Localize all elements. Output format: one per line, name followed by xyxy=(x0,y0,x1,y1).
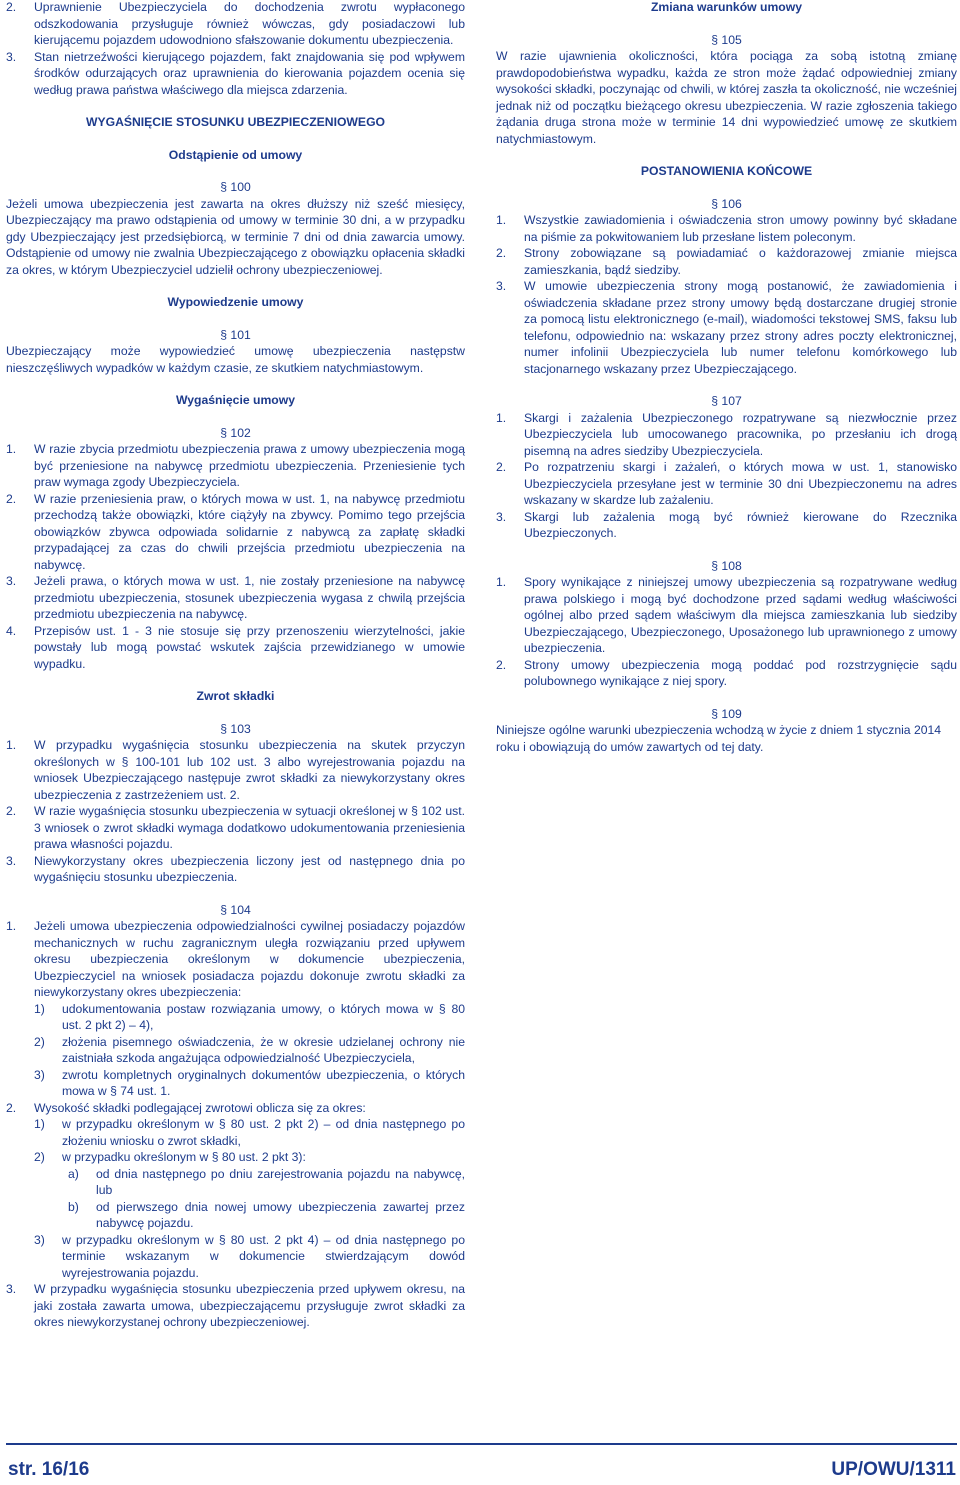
item-number: 1. xyxy=(496,213,507,227)
list-item xyxy=(6,49,465,99)
item-number: 2. xyxy=(6,0,17,14)
right-column xyxy=(496,0,957,755)
item-text: Stan nietrzeźwości kierującego pojazdem, fakt znajdowania się pod wpływem środków odurzających oraz uprawnienia do kierowania pojazdem ocenia się według prawa państwa właściwego dla miejsca zdarzenia. xyxy=(34,49,465,97)
sub-list-item xyxy=(6,1034,465,1067)
section-number: § 109 xyxy=(711,706,742,721)
item-number: 3. xyxy=(6,49,17,64)
item-text: udokumentowania postaw rozwiązania umowy, o których mowa w § 80 ust. 2 pkt 2) – 4), xyxy=(62,1001,465,1032)
item-text: Strony umowy ubezpieczenia mogą poddać pod rozstrzygnięcie sądu polubownego wynikające z niej spory. xyxy=(524,657,957,688)
list-item xyxy=(496,657,957,690)
document-code: UP/OWU/1311 xyxy=(831,1459,956,1480)
left-column xyxy=(6,0,465,1331)
sub-list-item xyxy=(6,1001,465,1034)
list-item xyxy=(6,491,465,574)
list-item xyxy=(6,0,465,49)
list-item xyxy=(496,574,957,657)
list-item xyxy=(496,245,957,278)
item-text: w przypadku określonym w § 80 ust. 2 pkt 3): xyxy=(62,1150,306,1164)
list-item xyxy=(6,441,465,491)
item-number: 1) xyxy=(34,1117,45,1131)
item-number: 1. xyxy=(496,410,507,425)
item-text: Strony zobowiązane są powiadamiać o każdorazowej zmianie miejsca zamieszkania, bądź siedziby. xyxy=(524,246,957,277)
item-number: a) xyxy=(68,1166,79,1181)
item-text: W umowie ubezpieczenia strony mogą postanowić, że zawiadomienia i oświadczenia składane przez strony umowy będą dostarczane drugiej stronie za pomocą listu elektronicznego (e-mail), wiadomości tekstowej SMS, faksu lub telefonu, odpowiednio na: wskazany przez strony adres poczty elektronicznej, numer infolinii Ubezpieczyciela lub numer telefonu komórkowego lub stacjonarnego wskazany przez Ubezpieczającego. xyxy=(524,279,957,376)
list-item xyxy=(496,278,957,377)
section-number: § 104 xyxy=(220,902,251,917)
section-number: § 103 xyxy=(220,721,251,736)
section-number: § 100 xyxy=(220,180,251,194)
item-number: 2. xyxy=(496,460,507,474)
item-text: Po rozpatrzeniu skargi i zażaleń, o których mowa w ust. 1, stanowisko Ubezpieczyciela przesyłane jest w terminie 30 dni Ubezpieczonemu na adres wskazany w skardze lub zażaleniu. xyxy=(524,460,957,507)
item-text: od pierwszego dnia nowej umowy ubezpieczenia zawartej przez nabywcę pojazdu. xyxy=(96,1199,465,1230)
section-number: § 102 xyxy=(220,425,251,440)
item-text: W razie przeniesienia praw, o których mowa w ust. 1, na nabywcę przedmiotu przechodzą także obowiązki, które ciążyły na zbywcy. Pomimo tego przejścia obowiązków zbywca odpowiada solidarnie z nabywcą za zapłatę składki przypadającej za czas do chwili przejścia przedmiotu ubezpieczenia na nabywcę. xyxy=(34,491,465,572)
page-number: str. 16/16 xyxy=(8,1459,90,1480)
item-number: 3) xyxy=(34,1067,45,1082)
list-item xyxy=(6,573,465,623)
item-text: Skargi lub zażalenia mogą być również kierowane do Rzecznika Ubezpieczonych. xyxy=(524,509,957,540)
sub-sub-list-item xyxy=(6,1166,465,1199)
item-text: Wysokość składki podlegającej zwrotowi oblicza się za okres: xyxy=(34,1100,366,1115)
list-item xyxy=(496,212,957,245)
list-item xyxy=(496,410,957,460)
section-heading: Odstąpienie od umowy xyxy=(168,147,303,162)
list-item xyxy=(6,623,465,673)
item-number: 2. xyxy=(496,246,507,260)
list-item xyxy=(6,918,465,1001)
section-number: § 107 xyxy=(711,394,742,408)
item-text: Skargi i zażalenia Ubezpieczonego rozpatrywane są niezwłocznie przez Ubezpieczyciela lub umocowanego pracownika, po przesłaniu ich drogą pisemną na adres siedziby Ubezpieczyciela. xyxy=(524,410,957,458)
item-number: 1. xyxy=(6,738,17,752)
chapter-title: POSTANOWIENIA KOŃCOWE xyxy=(640,164,813,178)
item-text: Jeżeli prawa, o których mowa w ust. 1, nie zostały przeniesione na nabywcę przedmiotu ubezpieczenia, stosunek ubezpieczenia wygasa z chwilą przejścia przedmiotu ubezpieczenia na nabywcę. xyxy=(34,574,465,621)
sub-list-item xyxy=(6,1116,465,1149)
section-heading: Zwrot składki xyxy=(196,689,275,703)
list-item xyxy=(6,1100,465,1117)
item-text: w przypadku określonym w § 80 ust. 2 pkt 4) – od dnia następnego po terminie wskazanym w dokumencie stwierdzającym dowód wyrejestrowania pojazdu. xyxy=(62,1232,465,1280)
item-number: 1) xyxy=(34,1001,45,1016)
item-number: 3. xyxy=(6,574,17,588)
section-number: § 106 xyxy=(711,196,742,211)
item-text: Wszystkie zawiadomienia i oświadczenia stron umowy powinny być składane na piśmie za pokwitowaniem lub przesłane listem poleconym. xyxy=(524,213,957,244)
section-number: § 108 xyxy=(711,558,742,573)
item-text: od dnia następnego po dniu zarejestrowania pojazdu na nabywcę, lub xyxy=(96,1166,465,1197)
item-text: Uprawnienie Ubezpieczyciela do dochodzenia zwrotu wypłaconego odszkodowania przysługuje również wówczas, gdy posiadaczowi lub kierującemu pojazdem udowodniono sfałszowanie dokumentu ubezpieczenia. xyxy=(34,0,465,47)
sub-list-item xyxy=(6,1067,465,1100)
item-number: 2. xyxy=(6,1100,17,1115)
list-item xyxy=(6,737,465,803)
section-text: Ubezpieczający może wypowiedzieć umowę ubezpieczenia następstw nieszczęśliwych wypadków w każdym czasie, ze skutkiem natychmiastowym. xyxy=(6,344,465,375)
item-number: 2. xyxy=(6,804,17,818)
item-number: 2. xyxy=(496,657,507,672)
list-item xyxy=(496,509,957,542)
item-text: w przypadku określonym w § 80 ust. 2 pkt 2) – od dnia następnego po złożeniu wniosku o zwrot składki, xyxy=(62,1117,465,1148)
item-text: Spory wynikające z niniejszej umowy ubezpieczenia są rozpatrywane według prawa polskiego i mogą być dochodzone przed sądami według właściwości ogólnej albo przed sądem właściwym dla miejsca zamieszkania lub siedziby Ubezpieczającego, Ubezpieczonego, Uposażonego lub uprawnionego z umowy ubezpieczenia. xyxy=(524,575,957,655)
section-number: § 105 xyxy=(711,32,742,47)
item-number: 3. xyxy=(6,853,17,868)
item-number: 1. xyxy=(6,442,17,456)
chapter-title: WYGAŚNIĘCIE STOSUNKU UBEZPIECZENIOWEGO xyxy=(85,115,386,129)
item-text: W przypadku wygaśnięcia stosunku ubezpieczenia na skutek przyczyn określonych w § 100-101 lub 102 ust. 3 albo wyrejestrowania pojazdu na wniosek Ubezpieczającego następuje zwrot składki za niewykorzystany okres ubezpieczenia z zastrzeżeniem ust. 2. xyxy=(34,738,465,802)
item-text: złożenia pisemnego oświadczenia, że w okresie udzielanej ochrony nie zaistniała szkoda angażująca odpowiedzialność Ubezpieczyciela, xyxy=(62,1034,465,1065)
item-number: 2) xyxy=(34,1034,45,1049)
item-number: 1. xyxy=(496,575,507,589)
item-number: 4. xyxy=(6,623,17,638)
list-item xyxy=(496,459,957,509)
list-item xyxy=(6,803,465,853)
section-text: Jeżeli umowa ubezpieczenia jest zawarta na okres dłuższy niż sześć miesięcy, Ubezpieczający ma prawo odstąpienia od umowy w terminie 30 dni, a w przypadku gdy Ubezpieczający jest przedsiębiorcą, w terminie 7 dni od dnia zawarcia umowy. Odstąpienie od umowy nie zwalnia Ubezpieczającego z obowiązku opłacenia składki za okres, w którym Ubezpieczyciel udzielił ochrony ubezpieczeniowej. xyxy=(6,196,465,277)
section-number: § 101 xyxy=(220,327,251,342)
section-text: W razie ujawnienia okoliczności, która pociąga za sobą istotną zmianę prawdopodobieństwa wypadku, każda ze stron może żądać odpowiedniej zmiany wysokości składki, poczynając od chwili, w której zaszła ta okoliczność, nie wcześniej jednak niż od początku bieżącego okresu ubezpieczenia. W razie zgłoszenia takiego żądania druga strona może w terminie 14 dni wypowiedzieć umowę ze skutkiem natychmiastowym. xyxy=(496,49,957,146)
item-number: 3) xyxy=(34,1232,45,1247)
item-text: zwrotu kompletnych oryginalnych dokumentów ubezpieczenia, o których mowa w § 74 ust. 1. xyxy=(62,1067,465,1098)
item-text: W razie zbycia przedmiotu ubezpieczenia prawa z umowy ubezpieczenia mogą być przeniesione na nabywcę przedmiotu ubezpieczenia. Przeniesienie tych praw wymaga zgody Ubezpieczyciela. xyxy=(34,442,465,489)
item-number: 3. xyxy=(496,509,507,524)
section-text: Niniejsze ogólne warunki ubezpieczenia wchodzą w życie z dniem 1 stycznia 2014 roku i obowiązują do umów zawartych od tej daty. xyxy=(496,723,942,754)
item-text: W przypadku wygaśnięcia stosunku ubezpieczenia przed upływem okresu, na jaki została zawarta umowa, ubezpieczającemu przysługuje zwrot składki za okres niewykorzystanej ochrony ubezpieczeniowej. xyxy=(34,1282,465,1329)
item-text: Przepisów ust. 1 - 3 nie stosuje się przy przenoszeniu wierzytelności, jakie powstały lub mogą powstać wskutek zajścia przewidzianego w umowie wypadku. xyxy=(34,623,465,671)
section-heading: Wygaśnięcie umowy xyxy=(176,393,295,407)
item-number: 2. xyxy=(6,491,17,506)
section-heading: Wypowiedzenie umowy xyxy=(167,295,304,309)
list-item xyxy=(6,1281,465,1331)
item-number: 3. xyxy=(6,1282,17,1296)
footer-divider xyxy=(6,1443,957,1445)
item-number: 1. xyxy=(6,919,17,933)
item-number: b) xyxy=(68,1199,79,1214)
sub-list-item xyxy=(6,1232,465,1282)
sub-sub-list-item xyxy=(6,1199,465,1232)
section-heading: Zmiana warunków umowy xyxy=(650,0,803,14)
item-text: W razie wygaśnięcia stosunku ubezpieczenia w sytuacji określonej w § 102 ust. 3 wniosek o zwrot składki wymaga dodatkowo udokumentowania przeniesienia prawa własności pojazdu. xyxy=(34,804,465,851)
item-text: Niewykorzystany okres ubezpieczenia liczony jest od następnego dnia po wygaśnięciu stosunku ubezpieczenia. xyxy=(34,853,465,884)
item-text: Jeżeli umowa ubezpieczenia odpowiedzialności cywilnej posiadaczy pojazdów mechanicznych w ruchu zagranicznym uległa rozwiązaniu przed upływem okresu ubezpieczenia określonym w dokumencie ubezpieczenia, Ubezpieczyciel na wniosek posiadacza pojazdu dokonuje zwrotu składki za niewykorzystany okres ubezpieczenia: xyxy=(34,919,465,999)
list-item xyxy=(6,853,465,886)
item-number: 3. xyxy=(496,279,507,293)
item-number: 2) xyxy=(34,1150,45,1164)
sub-list-item xyxy=(6,1149,465,1166)
